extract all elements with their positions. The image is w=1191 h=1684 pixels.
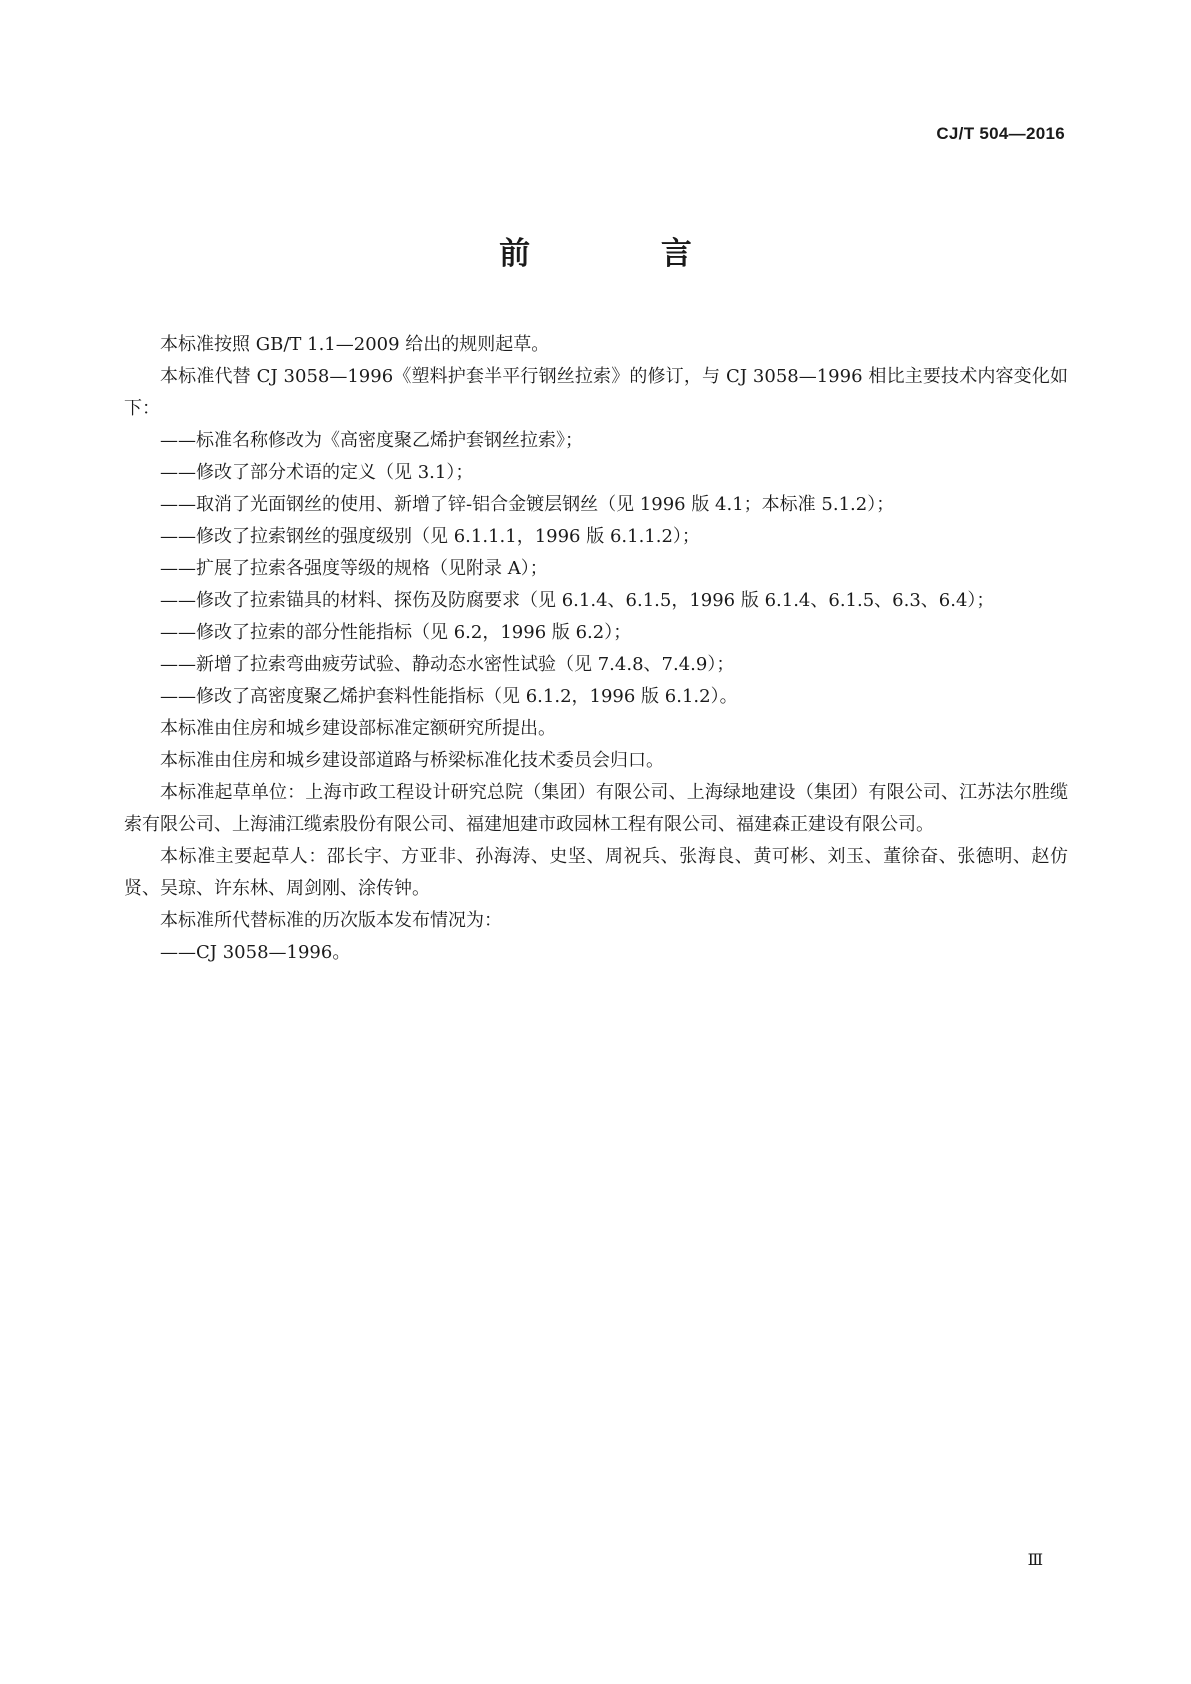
paragraph-replacement: 本标准代替 CJ 3058—1996《塑料护套半平行钢丝拉索》的修订，与 CJ 3058—1996 相比主要技术内容变化如下： — [124, 366, 1068, 419]
change-item: ——修改了高密度聚乙烯护套料性能指标（见 6.1.2，1996 版 6.1.2）。 — [160, 686, 738, 707]
change-item: ——新增了拉索弯曲疲劳试验、静动态水密性试验（见 7.4.8、7.4.9）； — [160, 654, 735, 675]
change-item: ——修改了部分术语的定义（见 3.1）； — [160, 462, 474, 483]
paragraph-drafting-rules: 本标准按照 GB/T 1.1—2009 给出的规则起草。 — [160, 334, 550, 355]
change-item: ——修改了拉索锚具的材料、探伤及防腐要求（见 6.1.4、6.1.5，1996 版 6.1.4、6.1.5、6.3、6.4）； — [160, 590, 995, 611]
change-item: ——修改了拉索的部分性能指标（见 6.2，1996 版 6.2）； — [160, 622, 632, 643]
page-title: 前 言 — [499, 236, 752, 272]
change-item: ——扩展了拉索各强度等级的规格（见附录 A）； — [160, 558, 548, 579]
paragraph-proposer: 本标准由住房和城乡建设部标准定额研究所提出。 — [160, 718, 556, 739]
change-item: ——标准名称修改为《高密度聚乙烯护套钢丝拉索》； — [160, 430, 583, 451]
paragraph-drafters: 本标准主要起草人：邵长宇、方亚非、孙海涛、史坚、周祝兵、张海良、黄可彬、刘玉、董徐奋、张德明、赵仿贤、吴琼、许东林、周剑刚、涂传钟。 — [124, 846, 1068, 899]
standard-code: CJ/T 504—2016 — [936, 124, 1065, 143]
foreword-body — [124, 329, 1068, 969]
page-number: Ⅲ — [1027, 1550, 1043, 1569]
paragraph-edition-history: 本标准所代替标准的历次版本发布情况为： — [160, 910, 502, 931]
change-item: ——取消了光面钢丝的使用、新增了锌-铝合金镀层钢丝（见 1996 版 4.1；本标准 5.1.2）； — [160, 494, 895, 515]
change-item: ——修改了拉索钢丝的强度级别（见 6.1.1.1，1996 版 6.1.1.2）； — [160, 526, 700, 547]
paragraph-drafting-units: 本标准起草单位：上海市政工程设计研究总院（集团）有限公司、上海绿地建设（集团）有限公司、江苏法尔胜缆索有限公司、上海浦江缆索股份有限公司、福建旭建市政园林工程有限公司、福建森正建设有限公司。 — [124, 782, 1068, 835]
previous-edition-item: ——CJ 3058—1996。 — [160, 942, 351, 963]
paragraph-committee: 本标准由住房和城乡建设部道路与桥梁标准化技术委员会归口。 — [160, 750, 664, 771]
